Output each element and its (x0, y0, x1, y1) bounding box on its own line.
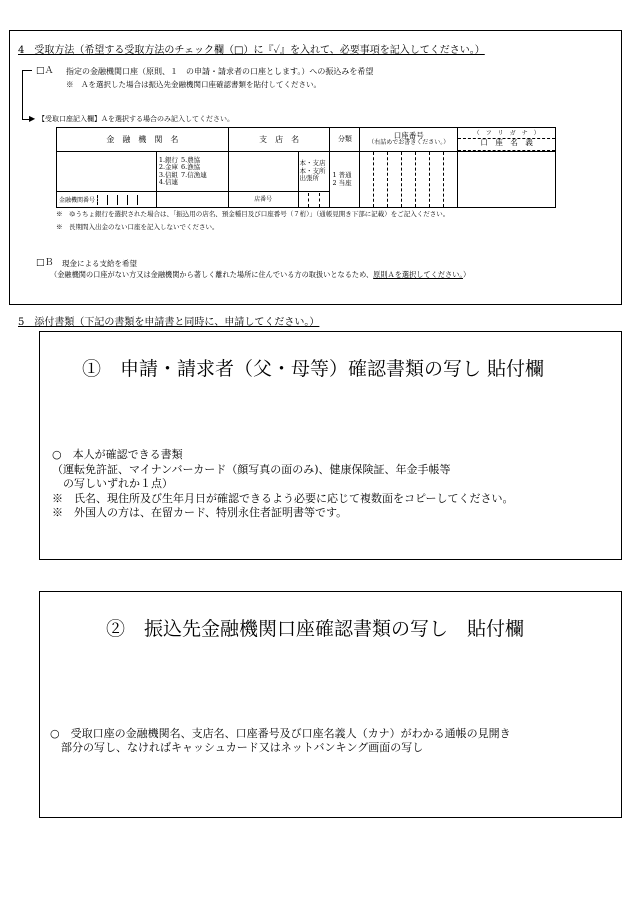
box1-line: ※ 外国人の方は、在留カード、特別永住者証明書等です。 (52, 506, 348, 519)
section4-title: 4 受取方法（希望する受取方法のチェック欄（□）に『✓』を入れて、必要事項を記入してください。） (18, 45, 485, 56)
branch-name-input[interactable] (228, 152, 298, 192)
branch-type-options[interactable] (298, 152, 330, 192)
category-option: 2 当座 (332, 178, 352, 187)
option-a-note: ※ Ａを選択した場合は振込先金融機関口座確認書類を貼付してください。 (66, 80, 321, 89)
box2-title: ② 振込先金融機関口座確認書類の写し 貼付欄 (106, 618, 525, 640)
option-b-note-suffix: ） (463, 270, 471, 279)
bank-type-option: 1.銀行 (158, 155, 179, 164)
connector-line (22, 70, 32, 120)
bank-type-option: 7.信漁連 (181, 170, 207, 179)
branch-type-option: 出張所 (299, 174, 320, 183)
bank-name-header: 金 融 機 関 名 (57, 128, 229, 152)
section5-title: 5 添付書類（下記の書類を申請書と同時に、申請してください。） (18, 317, 320, 328)
branch-code-input[interactable] (298, 192, 330, 208)
category-option: 1 普通 (332, 171, 352, 180)
option-a-text: 指定の金融機関口座（原則、１ の申請・請求者の口座とします。）への振込みを希望 (66, 67, 374, 76)
option-a-checkbox[interactable]: □Ａ (36, 66, 54, 76)
option-b-note-emphasis: 原則Ａを選択してください。 (373, 270, 463, 279)
account-number-header (360, 128, 458, 152)
account-box-label: 【受取口座記入欄】Ａを選択する場合のみ記入してください。 (38, 115, 234, 123)
bank-code-cell[interactable] (57, 192, 157, 208)
bank-code-label: 金融機関番号 (59, 196, 96, 204)
holder-label: 口 座 名 義 (458, 138, 555, 148)
bank-type-options[interactable] (156, 152, 228, 192)
bank-type-option: 6.漁協 (181, 163, 201, 172)
branch-name-header: 支 店 名 (228, 128, 330, 152)
category-header: 分類 (330, 128, 360, 152)
option-b-note (50, 271, 470, 278)
holder-header (458, 128, 556, 152)
furigana-label: （ フ リ ガ ナ ） (473, 130, 540, 138)
box2-line: 部分の写し、なければキャッシュカード又はネットバンキング画面の写し (50, 741, 424, 754)
connector-arrow-icon: ▶ (29, 114, 36, 123)
box1-line: ○ 本人が確認できる書類 (52, 448, 183, 461)
branch-code-cell[interactable] (228, 192, 298, 208)
box2-line: ○ 受取口座の金融機関名、支店名、口座番号及び口座名義人（カナ）がわかる通帳の見開き (50, 727, 511, 740)
option-b-note-prefix: （金融機関の口座がない方又は金融機関から著しく離れた場所に住んでいる方の取扱いとなるため、 (50, 270, 374, 279)
account-table (56, 127, 556, 208)
account-number-input[interactable] (360, 152, 458, 208)
option-b-text: 現金による支給を希望 (62, 259, 137, 268)
account-note-1: ※ ゆうちょ銀行を選択された場合は、「振込用の店名、預金種目及び口座番号（７桁）」（通帳見開き下部に記載）をご記入ください。 (56, 210, 450, 218)
branch-type-option: 本・支所 (299, 166, 326, 175)
bank-type-option: 5.農協 (181, 155, 201, 164)
bank-name-input[interactable] (57, 152, 157, 192)
account-number-label: 口座番号 (393, 130, 424, 140)
holder-input[interactable] (458, 152, 556, 208)
box1-line: の写しいずれか１点） (52, 477, 173, 490)
category-options[interactable] (330, 152, 360, 208)
account-number-note: （右詰めでお書きください。） (368, 139, 450, 147)
bank-type-option: 4.信連 (158, 177, 179, 186)
bank-type-option: 2.金庫 (158, 163, 179, 172)
box1-title: ① 申請・請求者（父・母等）確認書類の写し 貼付欄 (82, 358, 545, 380)
bank-type-option: 3.信組 (158, 170, 179, 179)
branch-code-label: 店番号 (254, 195, 273, 203)
box1-line: ※ 氏名、現住所及び生年月日が確認できるよう必要に応じて複数面をコピーしてください。 (52, 492, 514, 505)
account-note-2: ※ 長期間入出金のない口座を記入しないでください。 (56, 223, 219, 231)
branch-type-option: 本・支店 (299, 159, 326, 168)
box1-line: （運転免許証、マイナンバーカード（顔写真の面のみ)、健康保険証、年金手帳等 (52, 463, 451, 476)
option-b-checkbox[interactable]: □Ｂ (36, 258, 54, 268)
bank-type-spacer (156, 192, 228, 208)
